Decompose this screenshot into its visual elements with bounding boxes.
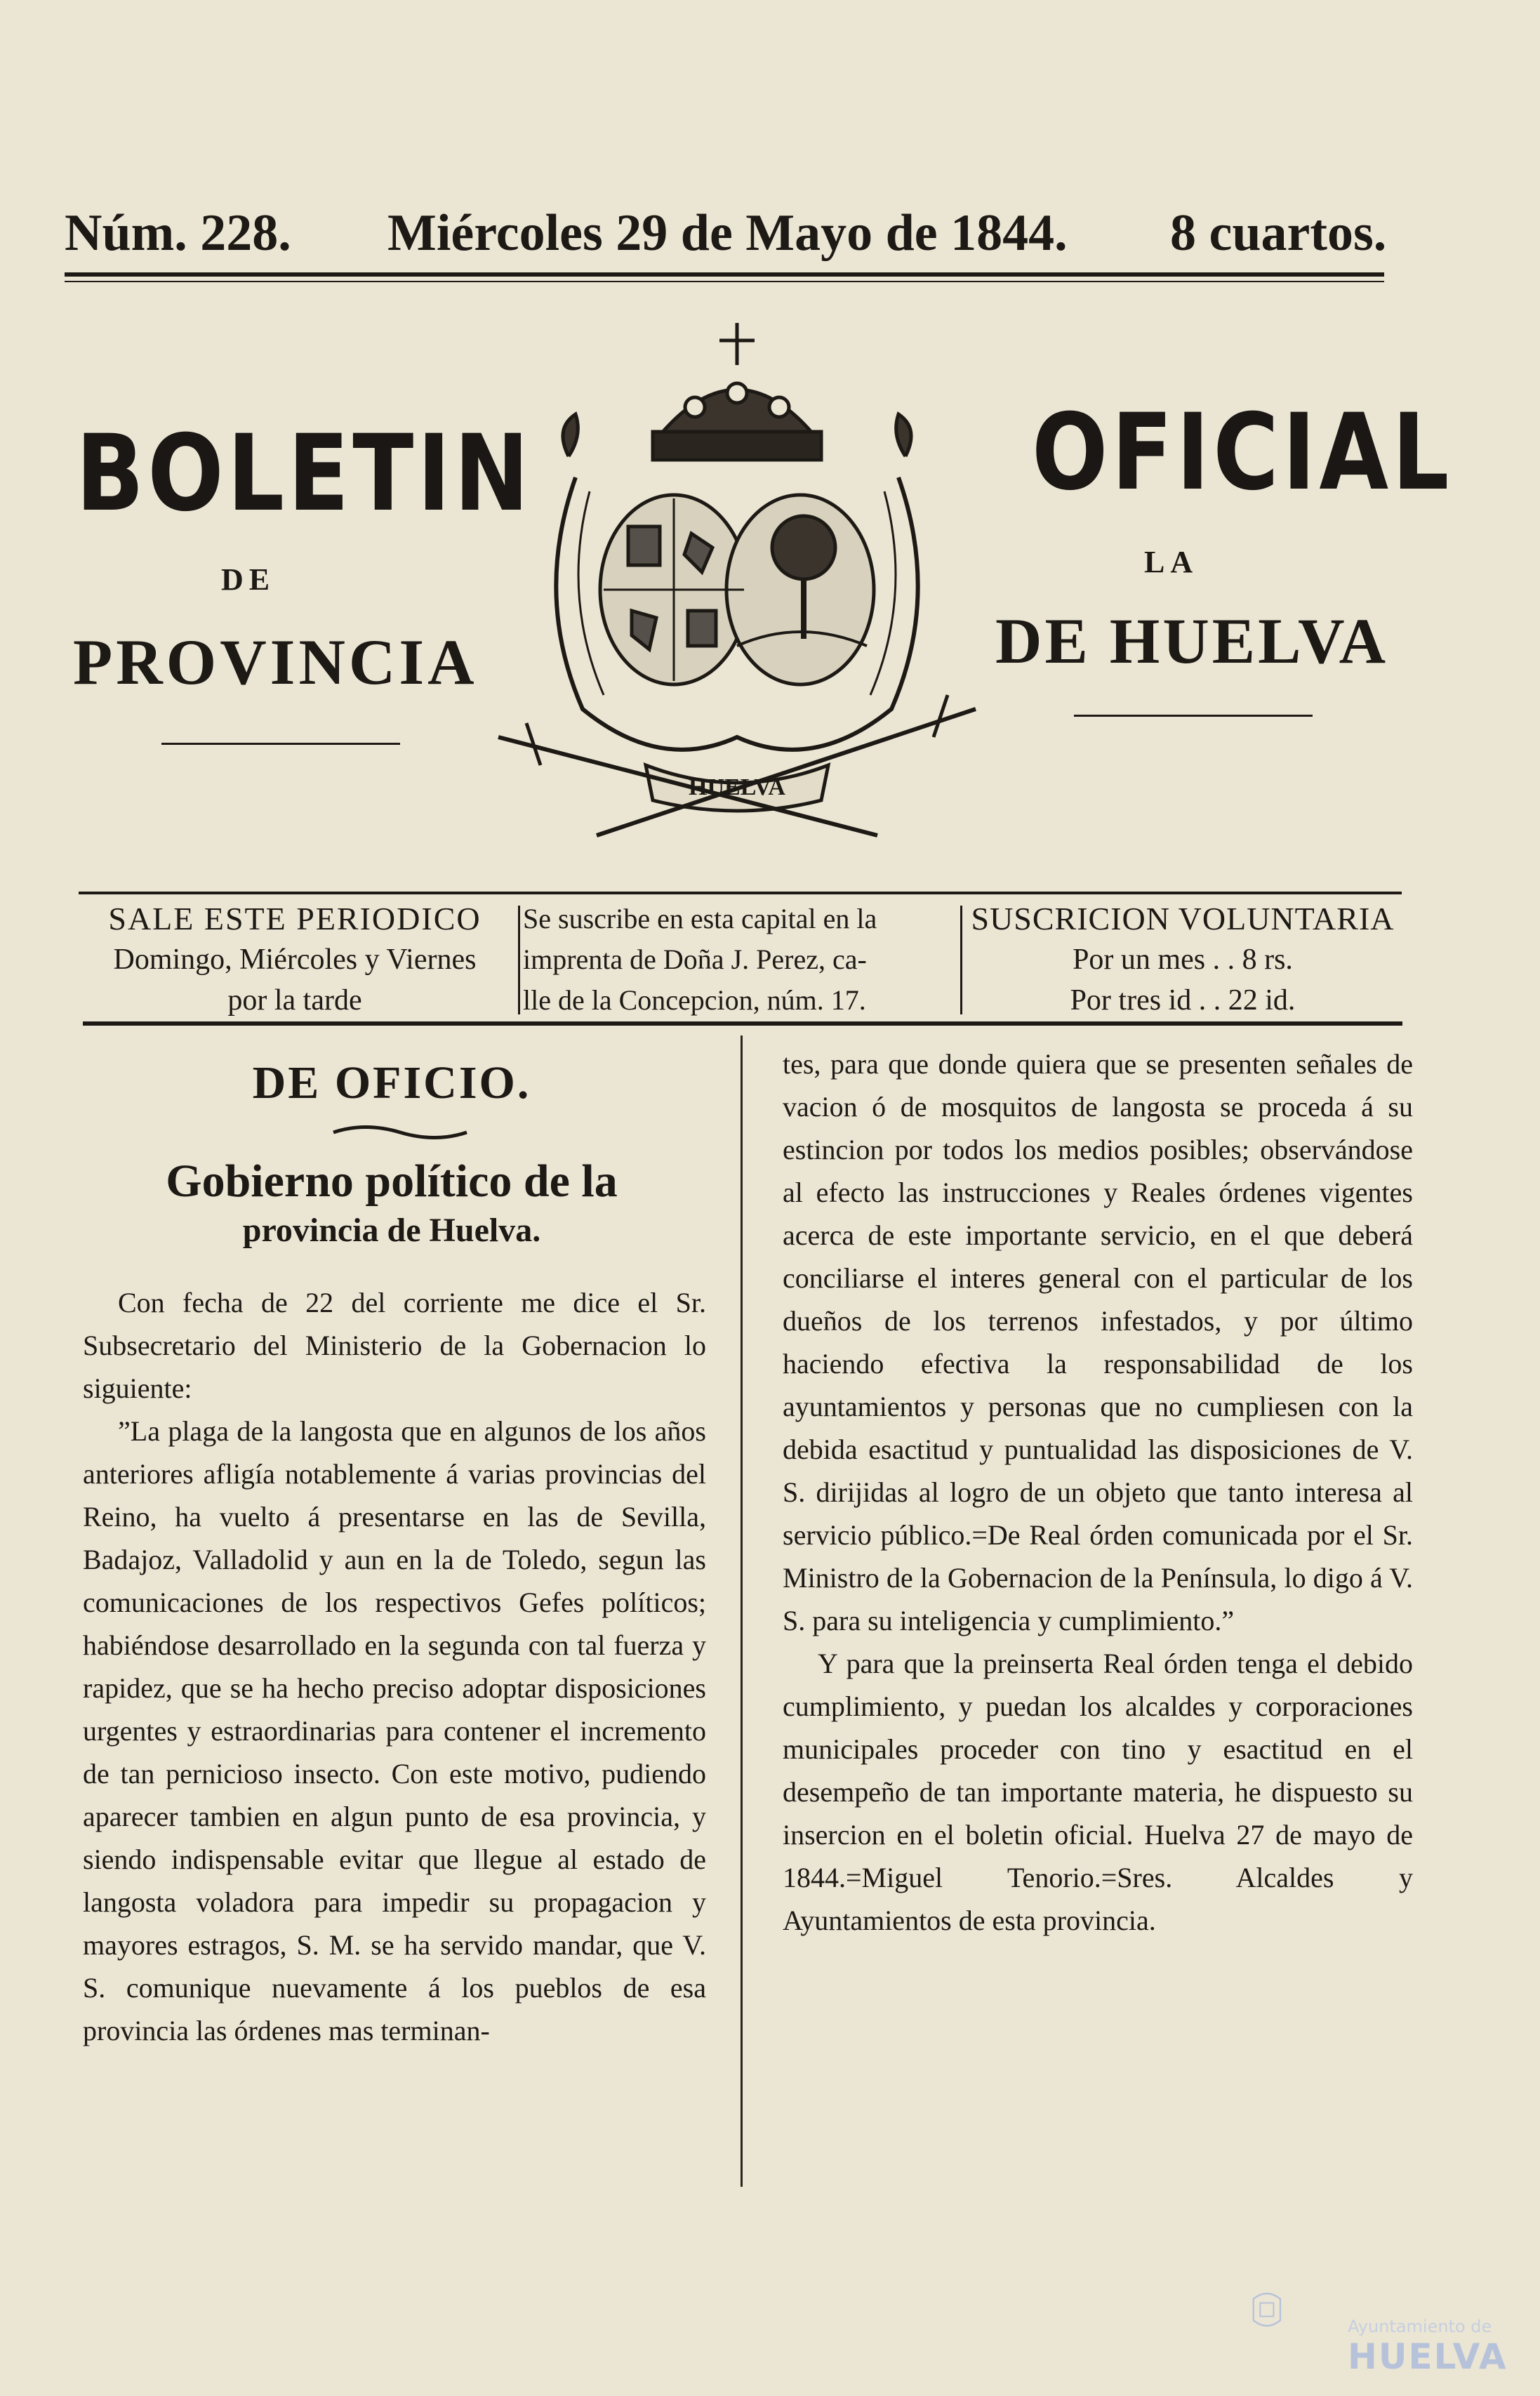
- info-divider-1: [518, 906, 520, 1014]
- masthead-la: LA: [1144, 545, 1199, 579]
- info-rule-top: [79, 892, 1402, 894]
- subscription-line-2: imprenta de Doña J. Perez, ca-: [523, 944, 867, 975]
- info-box-prices: [965, 899, 1400, 1025]
- paragraph: Con fecha de 22 del corriente me dice el Sr. Subsecretario del Ministerio de la Gobernacion lo siguiente:: [83, 1287, 706, 1404]
- issue-number: Núm. 228.: [65, 204, 291, 262]
- flourish-divider: [330, 1122, 470, 1143]
- column-left: [83, 1281, 706, 2052]
- paragraph: Y para que la preinserta Real órden tenga el debido cumplimiento, y puedan los alcaldes y corporaciones municipales proceder con tino y esactitud en el desempeño de tan importante materia, he dispuesto su insercion en el boletin oficial. Huelva 27 de mayo de 1844.=Miguel Tenorio.=Sres. Alcaldes y Ayuntamientos de esta provincia.: [783, 1648, 1413, 1936]
- watermark-line-1: Ayuntamiento de: [1348, 2317, 1492, 2336]
- subscription-line-1: Se suscribe en esta capital en la: [523, 903, 877, 934]
- header-rule: [65, 272, 1384, 277]
- schedule-head: SALE ESTE PERIODICO: [108, 901, 482, 936]
- subscription-line-3: lle de la Concepcion, núm. 17.: [523, 984, 866, 1016]
- masthead-boletin: BOLETIN: [76, 413, 533, 535]
- huelva-logo-icon: [1249, 2253, 1341, 2366]
- schedule-days: Domingo, Miércoles y Viernes: [113, 944, 477, 976]
- price-three-months: Por tres id . . 22 id.: [1070, 984, 1296, 1017]
- info-box-subscription: [523, 899, 958, 1025]
- paragraph: ”La plaga de la langosta que en algunos de los años anteriores afligía notablemente á varias provincias del Reino, ha vuelto á presentarse en las de Sevilla, Badajoz, Valladolid y aun en la de Toledo, segun las comunicaciones de los respectivos Gefes políticos; habiéndose desarrollado en la segunda con tal fuerza y rapidez, que se ha hecho preciso adoptar disposiciones urgentes y estraordinarias para contener el incremento de tan pernicioso insecto. Con este motivo, pudiendo aparecer tambien en algun punto de esa provincia, y siendo indispensable evitar que llegue al estado de langosta voladora para impedir su propagacion y mayores estragos, S. M. se ha servido mandar, que V. S. comunique nuevamente á los pueblos de esa provincia las órdenes mas terminan-: [83, 1415, 706, 2046]
- article-subtitle: provincia de Huelva.: [242, 1212, 541, 1249]
- article-title: Gobierno político de la: [166, 1156, 618, 1207]
- info-rule-bottom: [83, 1021, 1402, 1026]
- section-title: DE OFICIO.: [252, 1057, 531, 1108]
- masthead-de: DE: [221, 562, 276, 597]
- info-divider-2: [960, 906, 962, 1014]
- masthead-de-huelva: DE HUELVA: [995, 605, 1389, 677]
- info-box-schedule: [74, 899, 516, 1025]
- masthead-rule-left: [161, 743, 400, 745]
- paragraph: tes, para que donde quiera que se presenten señales de vacion ó de mosquitos de langosta se proceda á su estincion por todos los medios posibles; observándose al efecto las instrucciones y Reales órdenes vigentes acerca de este importante servicio, en el que deberá conciliarse el interes general con el particular de los dueños de los terrenos infestados, y por último haciendo efectiva la responsabilidad de los ayuntamientos y personas que no cumpliesen con la debida esactitud y puntualidad las disposiciones de V. S. dirijidas al logro de un objeto que tanto interesa al servicio público.=De Real órden comunicada por el Sr. Ministro de la Gobernacion de la Península, lo digo á V. S. para su inteligencia y cumplimiento.”: [783, 1048, 1413, 1636]
- issue-price: 8 cuartos.: [1170, 204, 1387, 262]
- issue-date: Miércoles 29 de Mayo de 1844.: [387, 204, 1068, 262]
- coat-of-arms-icon: [484, 316, 990, 856]
- column-right: [783, 1043, 1413, 1942]
- header-rule-thin: [65, 281, 1384, 282]
- prices-head: SUSCRICION VOLUNTARIA: [971, 901, 1395, 936]
- schedule-time: por la tarde: [227, 984, 362, 1017]
- watermark-line-2: HUELVA: [1348, 2336, 1508, 2377]
- column-rule: [741, 1035, 743, 2187]
- masthead-provincia: PROVINCIA: [73, 626, 478, 698]
- crest-ribbon-text: HUELVA: [689, 774, 785, 800]
- header-line: [65, 198, 1387, 268]
- price-month: Por un mes . . 8 rs.: [1073, 944, 1293, 976]
- masthead-oficial: OFICIAL: [1032, 392, 1453, 514]
- masthead-rule-right: [1074, 715, 1313, 717]
